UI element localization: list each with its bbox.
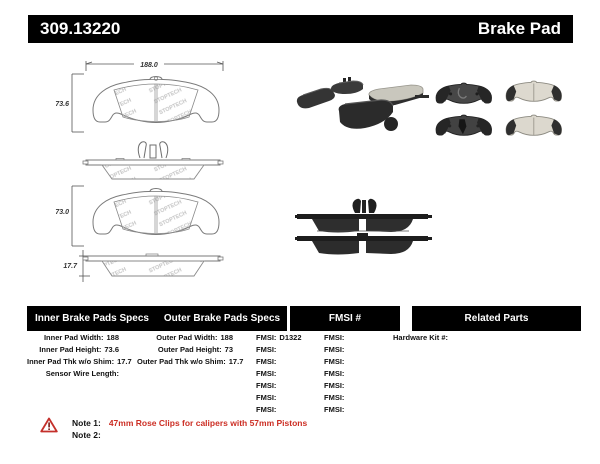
fmsi-row: FMSI: [324,369,345,378]
related-parts-header-bar [412,306,581,331]
related-parts-column [393,332,533,344]
inner-pad-front-drawing [93,77,219,123]
diagram-canvas [0,54,600,304]
pad-photo-back-bottom [436,115,491,135]
pad-top-view-drawing [83,142,223,179]
fmsi-column-1 [256,332,320,416]
dim-outer-height-label: 73.0 [55,209,69,216]
fmsi-header: FMSI # [328,313,362,324]
note-1-label: Note 1: [72,418,101,428]
note-1-text: 47mm Rose Clips for calipers with 57mm Pistons [108,418,308,428]
warning-triangle-icon [40,417,58,433]
outer-pad-front-drawing [93,189,219,235]
pad-edge-view-drawing [83,254,223,276]
inner-specs-column [27,332,132,380]
pad-side-photo-plain [295,233,432,255]
hardware-kit-row: Hardware Kit #: [393,333,449,342]
fmsi-row: FMSI: [324,345,345,354]
spec-row-outer-width: Outer Pad Width: 188 [156,333,233,342]
spec-row-sensor-wire: Sensor Wire Length: [45,369,119,378]
fmsi-row: FMSI: [256,345,277,354]
fmsi-header-bar [290,306,400,331]
pads-set-photo [436,81,561,135]
note-1-line [72,418,307,429]
note-2-line [72,430,101,441]
fmsi-row: FMSI: [324,381,345,390]
fmsi-row: FMSI: [324,357,345,366]
spec-row-inner-height: Inner Pad Height: 73.6 [39,345,119,354]
dim-inner-height-label: 73.6 [55,101,69,108]
inner-specs-header: Inner Brake Pads Specs [35,313,149,324]
product-name: Brake Pad [477,19,561,38]
fmsi-row: FMSI: [256,405,277,414]
fmsi-row: FMSI: [256,393,277,402]
fmsi-row: FMSI: D1322 [256,333,302,342]
pads-specs-header-bar [27,306,287,331]
fmsi-row: FMSI: [256,381,277,390]
pad-side-photo-with-clip [295,199,432,233]
title-bar [28,15,573,43]
outer-specs-column [137,332,244,368]
fmsi-row: FMSI: [324,333,345,342]
part-number: 309.13220 [40,19,121,38]
fmsi-row: FMSI: [324,393,345,402]
spec-row-outer-height: Outer Pad Height: 73 [157,345,233,354]
pad-photo-friction-top [506,81,561,101]
outer-specs-header: Outer Brake Pads Specs [163,313,281,324]
dim-thickness-label: 17.7 [63,263,77,270]
note-2-label: Note 2: [72,430,101,440]
pad-photo-back-top [436,83,491,103]
fmsi-column-2 [324,332,384,416]
related-parts-header: Related Parts [464,313,529,324]
spec-row-outer-thk: Outer Pad Thk w/o Shim: 17.7 [137,357,244,366]
fmsi-row: FMSI: [256,357,277,366]
pads-perspective-photo [297,77,429,131]
fmsi-row: FMSI: [324,405,345,414]
spec-row-inner-thk: Inner Pad Thk w/o Shim: 17.7 [27,357,132,366]
dim-pad-width-label: 188.0 [140,62,158,69]
pad-photo-friction-bottom [506,115,561,135]
spec-row-inner-width: Inner Pad Width: 188 [43,333,119,342]
fmsi-row: FMSI: [256,369,277,378]
